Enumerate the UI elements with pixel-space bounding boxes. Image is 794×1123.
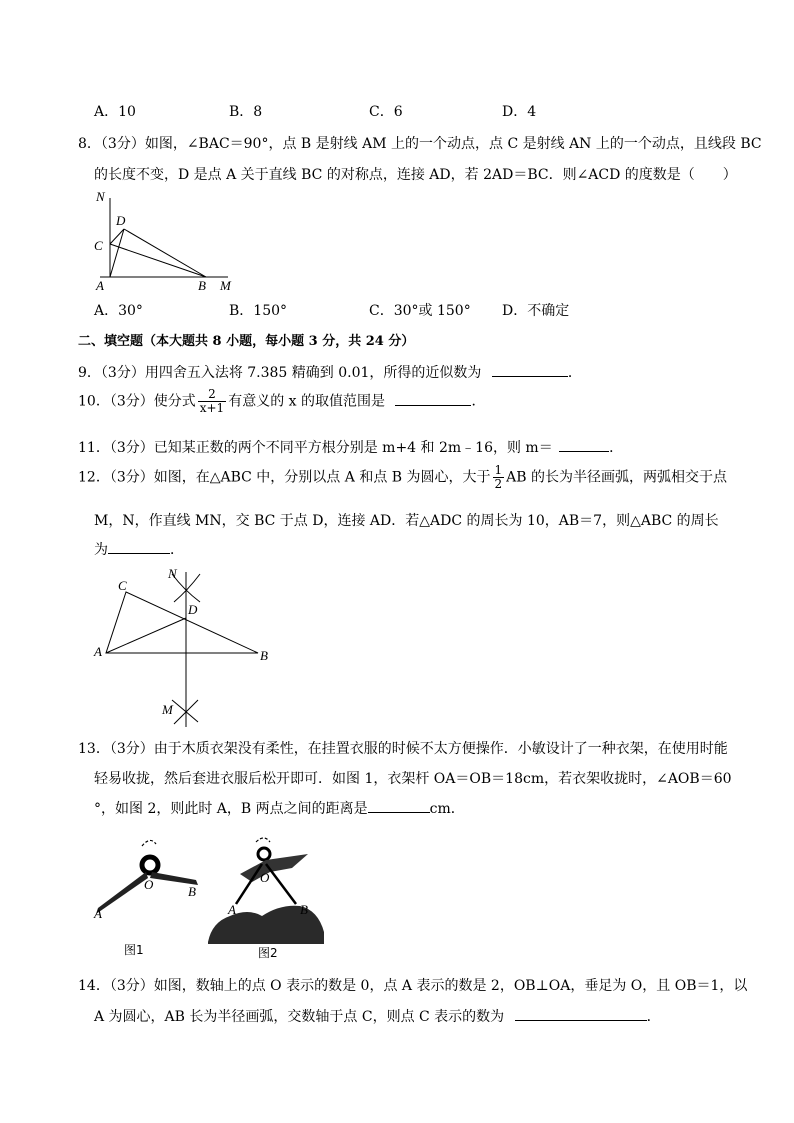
fig1-label-b: B	[188, 884, 196, 899]
q8-option-a: A．30°	[94, 303, 143, 319]
q12-line2: M，N，作直线 MN，交 BC 于点 D，连接 AD．若△ADC 的周长为 10，AB＝7，则△ABC 的周长	[94, 513, 719, 529]
q12-answer-blank[interactable]	[108, 539, 170, 554]
q10-numerator: 2	[198, 388, 226, 402]
fig2-label-a: A	[228, 902, 236, 917]
fig2-label-o: O	[260, 870, 270, 885]
q12-line3: 为 ．	[94, 539, 184, 559]
q8-label-c: C	[94, 238, 103, 253]
q13-figure-2	[200, 830, 330, 962]
q9-text: 9．（3分）用四舍五入法将 7.385 精确到 0.01，所得的近似数为	[78, 365, 482, 381]
q10-text-post: 有意义的 x 的取值范围是	[228, 393, 385, 410]
q12-line1	[78, 464, 727, 491]
fig2-caption: 图2	[258, 946, 278, 960]
q9-answer-blank[interactable]	[492, 362, 568, 377]
q12-label-n: N	[168, 566, 177, 581]
q13-line3	[94, 798, 465, 818]
q13-text-line3-post: cm．	[429, 801, 465, 817]
q8-option-c: C．30°或 150°	[369, 303, 471, 319]
q10-answer-blank[interactable]	[395, 391, 471, 406]
q8-option-b: B．150°	[229, 303, 288, 319]
q7-option-a: A．10	[94, 104, 136, 120]
q8-label-n: N	[96, 189, 105, 204]
q14-answer-blank[interactable]	[515, 1006, 647, 1021]
q12-numerator: 1	[494, 463, 503, 477]
q8-figure	[88, 186, 248, 296]
q12-text-line3: 为	[94, 542, 108, 558]
q14-text-line2: A 为圆心，AB 长为半径画弧，交数轴于点 C，则点 C 表示的数为	[94, 1009, 505, 1025]
q8-label-a: A	[96, 278, 104, 293]
q12-label-d: D	[188, 602, 198, 617]
q12-text-post: AB 的长为半径画弧，两弧相交于点	[506, 469, 728, 486]
q12-denominator: 2	[494, 477, 503, 491]
q12-fraction	[493, 464, 505, 491]
q8-option-d: D．不确定	[502, 303, 570, 319]
q12-label-a: A	[94, 644, 102, 659]
q12-text-pre: 12．（3分）如图，在△ABC 中，分别以点 A 和点 B 为圆心，大于	[78, 469, 491, 486]
q11-answer-blank[interactable]	[559, 437, 609, 452]
fig2-label-b: B	[300, 902, 308, 917]
q7-option-c: C．6	[369, 104, 403, 120]
q8-label-m: M	[220, 278, 231, 293]
fig1-label-a: A	[94, 906, 102, 921]
q10-text-pre: 10．（3分）使分式	[78, 393, 196, 410]
q8-label-b: B	[198, 278, 206, 293]
q11-text: 11．（3分）已知某正数的两个不同平方根分别是 m+4 和 2m﹣16，则 m＝	[78, 440, 553, 456]
q13-figure-1	[90, 830, 210, 960]
q10-denominator: x+1	[199, 401, 225, 415]
q10-fraction	[198, 388, 226, 415]
q13-text-line3-pre: °，如图 2，则此时 A，B 两点之间的距离是	[94, 801, 368, 817]
q9: 9．（3分）用四舍五入法将 7.385 精确到 0.01，所得的近似数为 ．	[78, 362, 582, 382]
q12-label-b: B	[260, 648, 268, 663]
q12-label-m: M	[162, 702, 173, 717]
q12-figure	[90, 562, 280, 730]
q13-answer-blank[interactable]	[368, 798, 430, 813]
q12-label-c: C	[118, 578, 127, 593]
q7-option-b: B．8	[229, 104, 263, 120]
q14-line1: 14．（3分）如图，数轴上的点 O 表示的数是 0，点 A 表示的数是 2，OB⊥OA，垂足为 O，且 OB＝1，以	[78, 978, 748, 994]
fig1-label-o: O	[144, 877, 154, 892]
q13-line1: 13．（3分）由于木质衣架没有柔性，在挂置衣服的时候不太方便操作．小敏设计了一种衣架，在使用时能	[78, 741, 728, 757]
q13-line2: 轻易收拢，然后套进衣服后松开即可．如图 1，衣架杆 OA＝OB＝18cm，若衣架收拢时，∠AOB＝60	[94, 771, 732, 787]
q8-line2: 的长度不变，D 是点 A 关于直线 BC 的对称点，连接 AD，若 2AD＝BC．则∠ACD 的度数是（ ）	[94, 167, 737, 183]
q8-label-d: D	[116, 213, 126, 228]
section-2-heading: 二、填空题（本大题共 8 小题，每小题 3 分，共 24 分）	[78, 334, 415, 349]
q11: 11．（3分）已知某正数的两个不同平方根分别是 m+4 和 2m﹣16，则 m＝ ．	[78, 437, 623, 457]
q7-option-d: D．4	[502, 104, 537, 120]
q8-line1: 8．（3分）如图，∠BAC＝90°，点 B 是射线 AM 上的一个动点，点 C 是射线 AN 上的一个动点，且线段 BC	[78, 136, 762, 152]
fig1-caption: 图1	[124, 943, 144, 957]
q10: 10．（3分）使分式 $\frac{2}{x+1}$ 有意义的 x 的取值范围是 ．	[78, 387, 486, 415]
q14-line2: A 为圆心，AB 长为半径画弧，交数轴于点 C，则点 C 表示的数为 ．	[94, 1006, 661, 1026]
